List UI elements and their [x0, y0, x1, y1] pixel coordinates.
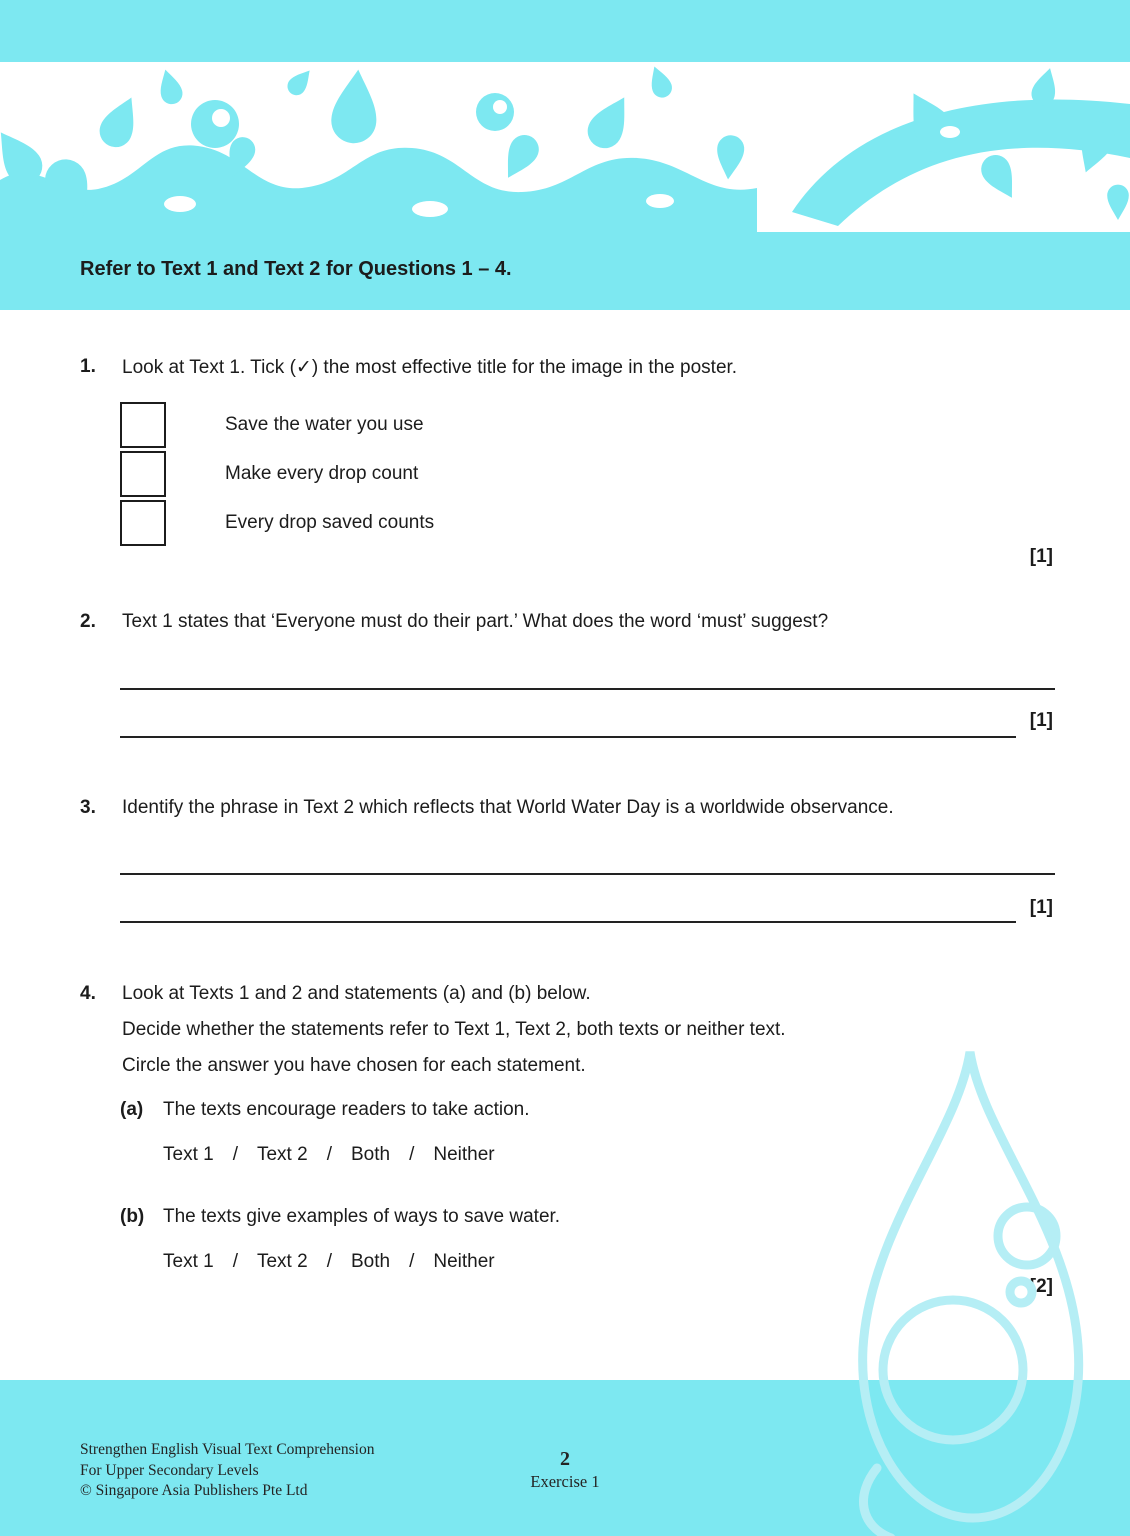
- choice-b-both[interactable]: Both: [350, 1251, 391, 1272]
- q2-answer-line-2[interactable]: [120, 736, 1016, 738]
- page-number: 2: [560, 1448, 570, 1470]
- option-row-3: [120, 498, 434, 547]
- option-row-2: [120, 449, 434, 498]
- choice-a-text1[interactable]: Text 1: [163, 1144, 214, 1165]
- q1-marks: [1]: [1029, 546, 1053, 567]
- section-instruction: Refer to Text 1 and Text 2 for Questions 1 – 4.: [80, 258, 512, 280]
- tick-checkbox-1[interactable]: [120, 402, 166, 448]
- choice-separator: /: [326, 1251, 332, 1272]
- q3-marks: [1]: [1029, 897, 1053, 918]
- choice-separator: /: [232, 1144, 238, 1165]
- choice-b-text2[interactable]: Text 2: [256, 1251, 308, 1272]
- part-a-choices: [163, 1144, 495, 1166]
- question-4-line-1: Look at Texts 1 and 2 and statements (a) and (b) below.: [122, 983, 591, 1004]
- q3-answer-line-1[interactable]: [120, 873, 1055, 875]
- q2-marks: [1]: [1029, 710, 1053, 731]
- part-b-text: The texts give examples of ways to save water.: [163, 1206, 561, 1227]
- choice-b-text1[interactable]: Text 1: [163, 1251, 214, 1272]
- footer-copyright: © Singapore Asia Publishers Pte Ltd: [80, 1482, 308, 1499]
- tick-checkbox-3[interactable]: [120, 500, 166, 546]
- question-4-line-2: Decide whether the statements refer to Text 1, Text 2, both texts or neither text.: [122, 1019, 786, 1040]
- question-1: [80, 356, 1070, 379]
- question-3-text: Identify the phrase in Text 2 which reflects that World Water Day is a worldwide observance.: [122, 797, 894, 818]
- question-1-text: Look at Text 1. Tick (✓) the most effective title for the image in the poster.: [122, 357, 738, 378]
- q4-marks: [2]: [1029, 1276, 1053, 1297]
- q3-answer-line-2[interactable]: [120, 921, 1016, 923]
- part-b-label: (b): [120, 1206, 145, 1227]
- option-label-1: Save the water you use: [225, 413, 424, 435]
- choice-separator: /: [326, 1144, 332, 1165]
- question-2-number: 2.: [80, 611, 96, 632]
- water-splash-decoration: [0, 62, 1130, 232]
- question-3: [80, 797, 1070, 819]
- question-4-line-3: Circle the answer you have chosen for each statement.: [122, 1055, 586, 1076]
- choice-b-neither[interactable]: Neither: [433, 1251, 495, 1272]
- exercise-label: Exercise 1: [530, 1472, 600, 1491]
- choice-a-both[interactable]: Both: [350, 1144, 391, 1165]
- option-row-1: [120, 400, 434, 449]
- choice-a-text2[interactable]: Text 2: [256, 1144, 308, 1165]
- footer-series-level: For Upper Secondary Levels: [80, 1461, 259, 1479]
- question-4-number: 4.: [80, 983, 96, 1004]
- choice-separator: /: [409, 1144, 415, 1165]
- q1-option-list: [120, 400, 434, 547]
- part-b-choices: [163, 1251, 495, 1273]
- choice-separator: /: [409, 1251, 415, 1272]
- choice-a-neither[interactable]: Neither: [433, 1144, 495, 1165]
- question-4: [80, 983, 1070, 1005]
- water-drop-outline-decoration: [815, 1040, 1125, 1536]
- question-2-text: Text 1 states that ‘Everyone must do their part.’ What does the word ‘must’ suggest?: [122, 611, 829, 632]
- footer-series-title: Strengthen English Visual Text Comprehension: [80, 1441, 375, 1458]
- question-2: [80, 611, 1070, 633]
- choice-separator: /: [232, 1251, 238, 1272]
- part-a-text: The texts encourage readers to take action.: [163, 1099, 530, 1120]
- question-3-number: 3.: [80, 797, 96, 818]
- question-1-number: 1.: [80, 356, 96, 377]
- option-label-3: Every drop saved counts: [225, 511, 435, 533]
- q2-answer-line-1[interactable]: [120, 688, 1055, 690]
- part-a-label: (a): [120, 1099, 144, 1120]
- option-label-2: Make every drop count: [225, 462, 419, 484]
- tick-checkbox-2[interactable]: [120, 451, 166, 497]
- top-cyan-band: [0, 0, 1130, 62]
